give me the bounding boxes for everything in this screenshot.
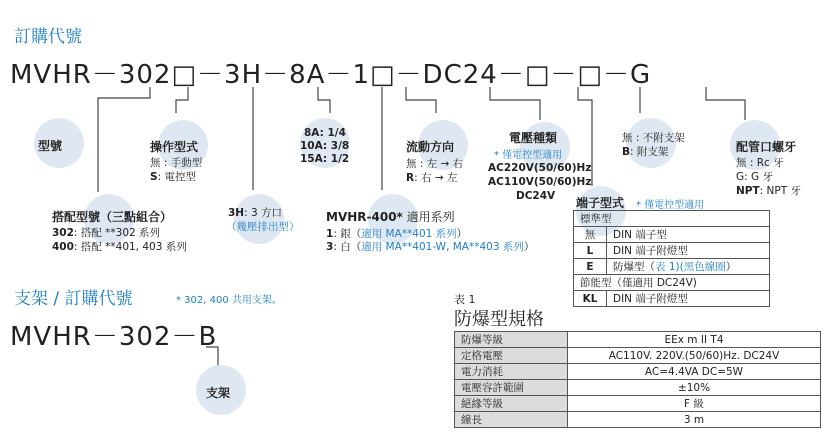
table-row: E 防爆型（表 1)(黑色線圈）: [574, 259, 770, 275]
flow-label: 流動方向: [406, 140, 455, 154]
terminal-std-header: 標準型: [574, 211, 770, 227]
table-row: 電壓容許範圍 ±10%: [455, 380, 821, 396]
voltage-ac220: AC220V(50/60)Hz: [488, 162, 592, 174]
combo-400: 400: 搭配 **401, 403 系列: [52, 241, 187, 253]
order-code: MVHR－302□－3H－8A－1□－DC24－□－□－G: [10, 60, 652, 90]
bracket-section-note: * 302, 400 共用支架。: [176, 295, 282, 306]
voltage-note: * 僅電控型適用: [494, 150, 563, 161]
size-8a: 8A: 1/4: [304, 127, 346, 139]
terminal-eco-header: 節能型（僅適用 DC24V): [574, 275, 770, 291]
operation-label: 操作型式: [150, 140, 199, 154]
operation-s: S: 電控型: [150, 171, 196, 183]
table-row: 定格電壓 AC110V. 220V.(50/60)Hz. DC24V: [455, 348, 821, 364]
spec-table: [454, 331, 821, 428]
table-row: 防爆等級 EEx m II T4: [455, 332, 821, 348]
mvhr400-label: MVHR-400* 適用系列: [326, 210, 455, 224]
port-note: （幾壓排出型）: [226, 221, 300, 233]
page-title: 訂購代號: [14, 27, 82, 47]
size-10a: 10A: 3/8: [300, 140, 350, 152]
mvhr400-3: 3: 白（適用 MA**401-W, MA**403 系列）: [326, 241, 535, 253]
voltage-ac110: AC110V(50/60)Hz: [488, 176, 592, 188]
mvhr400-1: 1: 銀（適用 MA**401 系列）: [326, 228, 468, 240]
table-row: KL DIN 端子附燈型: [574, 291, 770, 307]
size-15a: 15A: 1/2: [300, 153, 350, 165]
voltage-dc24: DC24V: [516, 190, 556, 202]
voltage-label: 電壓種類: [509, 131, 558, 145]
terminal-note: * 僅電控型適用: [636, 200, 705, 211]
table-row: 線長 3 m: [455, 412, 821, 428]
bracket-section-title: 支架 / 訂購代號: [14, 289, 133, 309]
bracket-section-label: 支架: [206, 386, 231, 400]
terminal-label: 端子型式: [576, 196, 625, 210]
thread-g: G: G 牙: [736, 171, 773, 183]
model-label: 型號: [38, 139, 63, 153]
port-3h: 3H: 3 方口: [228, 207, 282, 219]
table-row: 絕緣等級 F 級: [455, 396, 821, 412]
thread-label: 配管口螺牙: [736, 140, 797, 154]
table-row: 電力消耗 AC=4.4VA DC=5W: [455, 364, 821, 380]
thread-none: 無 : Rc 牙: [736, 157, 784, 169]
flow-none: 無 : 左 → 右: [406, 158, 464, 170]
spec-caption-small: 表 1: [454, 293, 476, 306]
combo-label: 搭配型號（三點組合）: [52, 210, 173, 224]
thread-npt: NPT: NPT 牙: [736, 185, 801, 197]
combo-302: 302: 搭配 **302 系列: [52, 227, 161, 239]
operation-manual: 無 : 手動型: [150, 157, 203, 169]
table-row: L DIN 端子附燈型: [574, 243, 770, 259]
bracket-code: MVHR－302－B: [10, 322, 218, 352]
bracket-none: 無 : 不附支架: [622, 132, 685, 144]
flow-r: R: 右 → 左: [406, 172, 458, 184]
spec-caption: 防爆型規格: [454, 309, 544, 330]
terminal-table: [573, 210, 770, 307]
table-row: 無 DIN 端子型: [574, 227, 770, 243]
bracket-b: B: 附支架: [622, 146, 669, 158]
